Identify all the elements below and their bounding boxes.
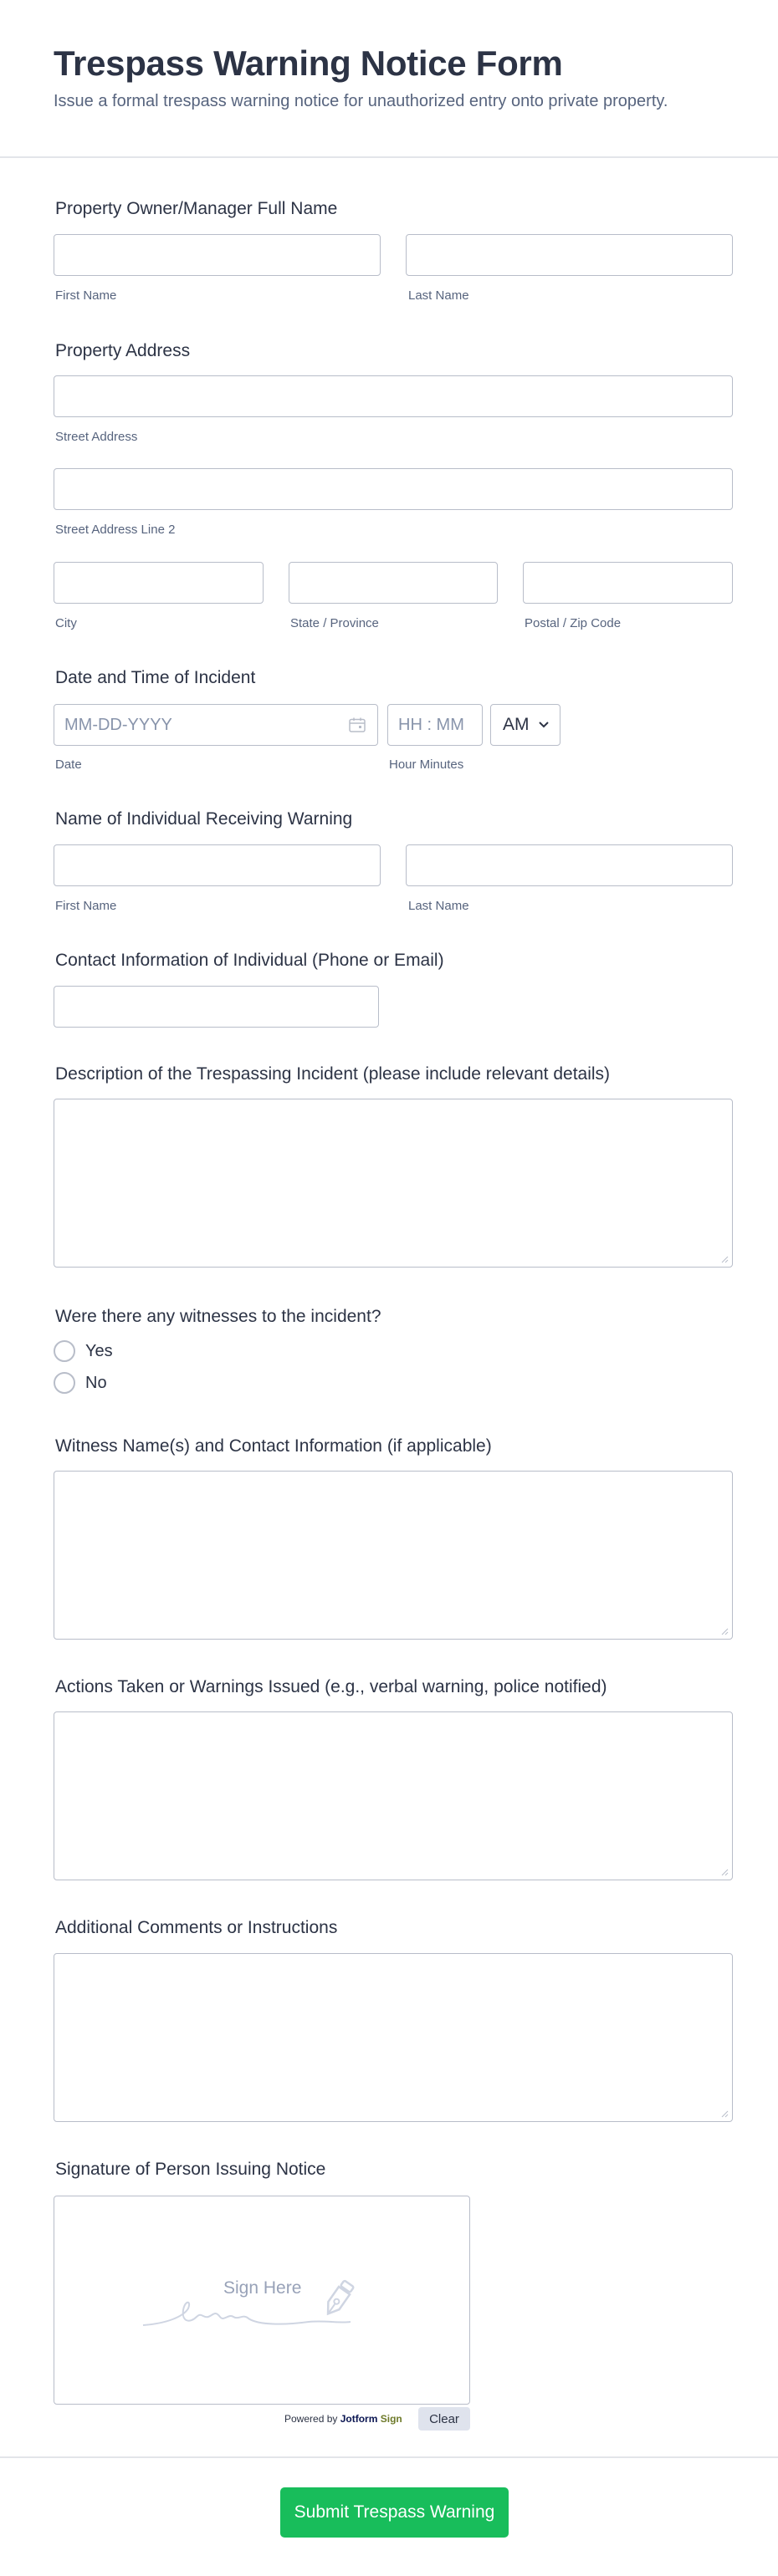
time-sublabel: Hour Minutes [389,757,464,772]
state-input[interactable] [289,562,498,604]
chevron-down-icon [538,721,550,729]
address-label: Property Address [55,341,191,360]
date-placeholder: MM-DD-YYYY [64,715,172,734]
postal-code-sublabel: Postal / Zip Code [525,616,622,630]
ampm-select[interactable] [490,704,560,746]
form-header [0,0,778,158]
city-input[interactable] [54,562,264,604]
submit-button[interactable]: Submit Trespass Warning [280,2487,509,2538]
footer-divider [0,2456,778,2458]
owner-last-name-input[interactable] [406,234,733,276]
resize-grip-icon[interactable] [720,1627,729,1635]
powered-brand-suffix: Sign [380,2413,402,2425]
street-address-sublabel: Street Address [55,430,138,444]
radio-button[interactable] [54,1340,75,1362]
description-textarea[interactable] [54,1099,733,1268]
contact-input[interactable] [54,986,379,1028]
incident-date-input[interactable] [54,704,378,746]
radio-label-yes: Yes [85,1341,113,1360]
powered-by-text [284,2413,402,2425]
powered-prefix: Powered by [284,2413,338,2425]
actions-label: Actions Taken or Warnings Issued (e.g., verbal warning, police notified) [55,1677,607,1696]
actions-textarea[interactable] [54,1711,733,1880]
date-sublabel: Date [55,757,82,772]
radio-label-no: No [85,1373,107,1392]
street-address-line2-input[interactable] [54,468,733,510]
street-address-input[interactable] [54,375,733,417]
resize-grip-icon[interactable] [720,1868,729,1876]
witness-info-label: Witness Name(s) and Contact Information (if applicable) [55,1436,492,1456]
resize-grip-icon[interactable] [720,2109,729,2118]
recipient-last-name-sublabel: Last Name [408,899,469,913]
owner-first-name-input[interactable] [54,234,381,276]
ampm-value: AM [503,715,530,734]
powered-brand: Jotform [340,2413,378,2425]
contact-label: Contact Information of Individual (Phone or Email) [55,951,444,970]
signature-pen-icon [141,2275,384,2334]
form-title: Trespass Warning Notice Form [54,43,563,83]
form-subtitle: Issue a formal trespass warning notice for unauthorized entry onto private property. [54,92,668,110]
signature-label: Signature of Person Issuing Notice [55,2160,326,2179]
owner-last-name-sublabel: Last Name [408,288,469,303]
signature-pad[interactable] [54,2196,470,2405]
state-sublabel: State / Province [290,616,379,630]
sign-here-placeholder: Sign Here [223,2278,302,2298]
resize-grip-icon[interactable] [720,1255,729,1263]
description-label: Description of the Trespassing Incident (please include relevant details) [55,1064,611,1084]
owner-first-name-sublabel: First Name [55,288,117,303]
comments-label: Additional Comments or Instructions [55,1918,338,1937]
witnesses-option-yes[interactable] [54,1340,113,1362]
calendar-icon[interactable] [349,717,366,732]
incident-time-input[interactable] [387,704,483,746]
witnesses-option-no[interactable] [54,1372,107,1394]
radio-button[interactable] [54,1372,75,1394]
owner-name-label: Property Owner/Manager Full Name [55,199,338,218]
witnesses-label: Were there any witnesses to the incident? [55,1307,381,1326]
clear-signature-button[interactable]: Clear [418,2407,470,2431]
recipient-name-label: Name of Individual Receiving Warning [55,809,353,829]
witness-info-textarea[interactable] [54,1471,733,1640]
street-address-line2-sublabel: Street Address Line 2 [55,523,176,537]
recipient-first-name-input[interactable] [54,844,381,886]
comments-textarea[interactable] [54,1953,733,2122]
recipient-last-name-input[interactable] [406,844,733,886]
time-placeholder: HH : MM [398,715,464,734]
incident-datetime-label: Date and Time of Incident [55,668,256,687]
recipient-first-name-sublabel: First Name [55,899,117,913]
city-sublabel: City [55,616,77,630]
postal-code-input[interactable] [523,562,733,604]
